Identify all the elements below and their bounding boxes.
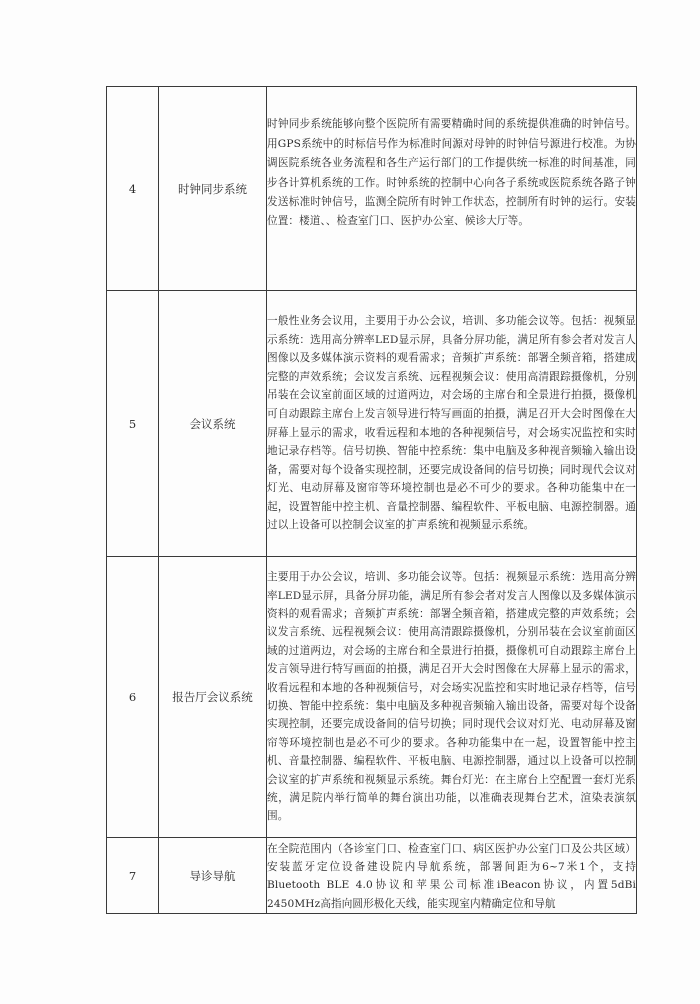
system-name: 时钟同步系统 [159,87,267,291]
system-description: 在全院范围内（各诊室门口、检查室门口、病区医护办公室门口及公共区域）安装蓝牙定位设备建设院内导航系统，部署间距为6~7米1个，支持Bluetooth BLE 4.0协议和苹果公司标准iBeacon协议，内置5dBi 2450MHz高指向圆形极化天线，能实现室内精确定位和导航 [267,838,637,914]
system-name: 导诊导航 [159,838,267,914]
table-row [107,291,637,557]
system-description: 一般性业务会议用，主要用于办公会议，培训、多功能会议等。包括：视频显示系统：选用高分辨率LED显示屏，具备分屏功能，满足所有参会者对发言人图像以及多媒体演示资料的观看需求；音频扩声系统：部署全频音箱，搭建成完整的声效系统；会议发言系统、远程视频会议：使用高清跟踪摄像机，分别吊装在会议室前面区域的过道两边，对会场的主席台和全景进行拍摄，摄像机可自动跟踪主席台上发言领导进行特写画面的拍摄，满足召开大会时图像在大屏幕上显示的需求，收看远程和本地的各种视频信号，对会场实况监控和实时地记录存档等。信号切换、智能中控系统：集中电脑及多种视音频输入输出设备，需要对每个设备实现控制，还要完成设备间的信号切换；同时现代会议对灯光、电动屏幕及窗帘等环境控制也是必不可少的要求。各种功能集中在一起，设置智能中控主机、音量控制器、编程软件、平板电脑、电源控制器。通过以上设备可以控制会议室的扩声系统和视频显示系统。 [267,291,637,557]
system-requirements-table [106,86,637,914]
row-number: 5 [107,291,159,557]
system-name: 报告厅会议系统 [159,557,267,838]
system-name: 会议系统 [159,291,267,557]
row-number: 7 [107,838,159,914]
row-number: 4 [107,87,159,291]
system-description: 时钟同步系统能够向整个医院所有需要精确时间的系统提供准确的时钟信号。用GPS系统中的时标信号作为标准时间源对母钟的时钟信号源进行校准。为协调医院系统各业务流程和各生产运行部门的工作提供统一标准的时间基准，同步各计算机系统的工作。时钟系统的控制中心向各子系统或医院系统各路子钟发送标准时钟信号，监测全院所有时钟工作状态，控制所有时钟的运行。安装位置：楼道、、检查室门口、医护办公室、候诊大厅等。 [267,87,637,291]
row-number: 6 [107,557,159,838]
table-row [107,838,637,914]
table-row [107,87,637,291]
system-description: 主要用于办公会议，培训、多功能会议等。包括：视频显示系统：选用高分辨率LED显示屏，具备分屏功能，满足所有参会者对发言人图像以及多媒体演示资料的观看需求；音频扩声系统：部署全频音箱，搭建成完整的声效系统；会议发言系统、远程视频会议：使用高清跟踪摄像机，分别吊装在会议室前面区域的过道两边，对会场的主席台和全景进行拍摄，摄像机可自动跟踪主席台上发言领导进行特写画面的拍摄，满足召开大会时图像在大屏幕上显示的需求，收看远程和本地的各种视频信号，对会场实况监控和实时地记录存档等，信号切换、智能中控系统：集中电脑及多种视音频输入输出设备，需要对每个设备实现控制，还要完成设备间的信号切换；同时现代会议对灯光、电动屏幕及窗帘等环境控制也是必不可少的要求。各种功能集中在一起，设置智能中控主机、音量控制器、编程软件、平板电脑、电源控制器，通过以上设备可以控制会议室的扩声系统和视频显示系统。舞台灯光：在主席台上空配置一套灯光系统，满足院内举行简单的舞台演出功能，以准确表现舞台艺术，渲染表演氛围。 [267,557,637,838]
table-row [107,557,637,838]
